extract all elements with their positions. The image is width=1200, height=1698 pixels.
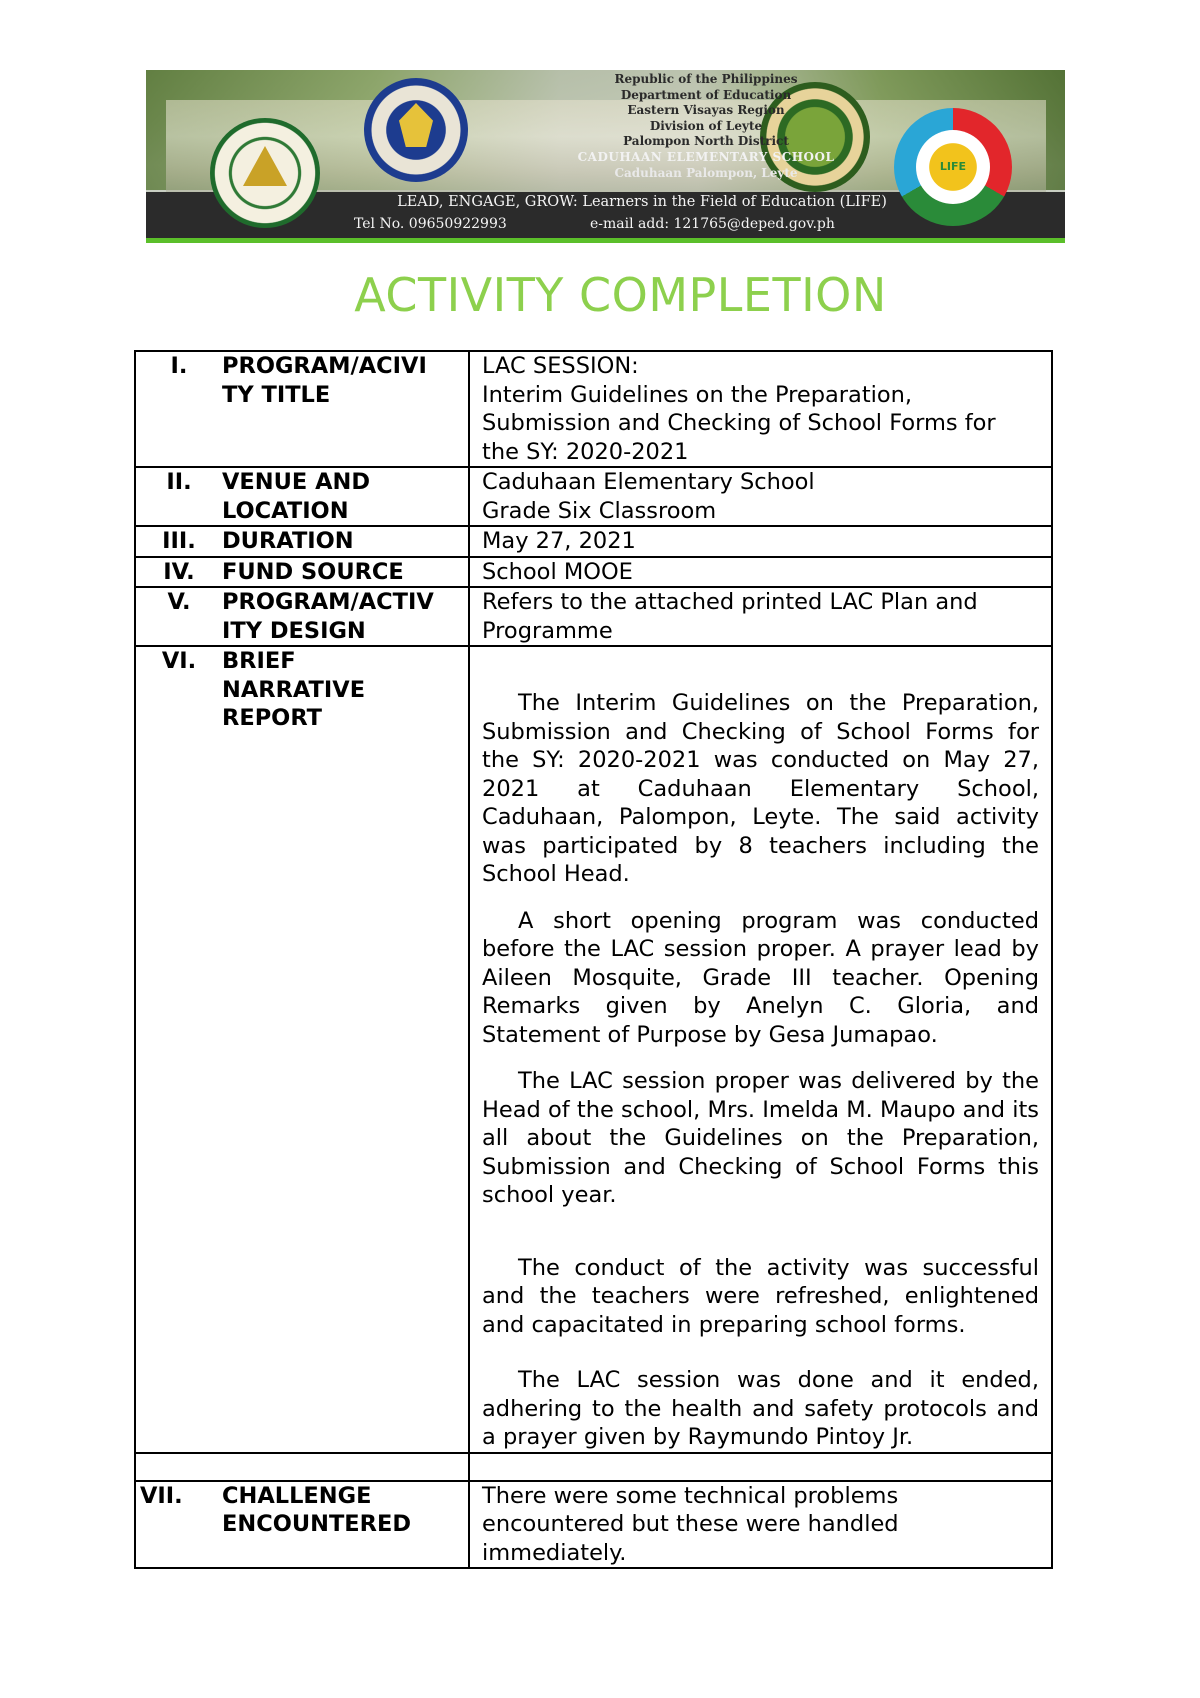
row-number: V. [167, 589, 191, 615]
row-label: DURATION [222, 528, 354, 554]
banner-green-line [146, 238, 1065, 243]
row-value-cell [469, 526, 1052, 557]
row-label: REPORT [222, 705, 322, 731]
row-label-cell [135, 351, 469, 467]
row-value: Grade Six Classroom [482, 497, 717, 524]
banner-tel: Tel No. 09650922993 [354, 216, 507, 232]
row-label-cell [135, 526, 469, 557]
table-row [135, 351, 1052, 467]
division-of-leyte-seal-icon [210, 118, 320, 228]
row-label: BRIEF [222, 648, 296, 674]
row-label: FUND SOURCE [222, 558, 404, 585]
life-logo-text: LIFE [939, 160, 967, 173]
row-label: ENCOUNTERED [222, 1511, 412, 1537]
table-row-empty [135, 1453, 1052, 1481]
table-row [135, 587, 1052, 646]
row-value: immediately. [482, 1539, 627, 1566]
row-value: Programme [482, 617, 613, 644]
row-value: Refers to the attached printed LAC Plan and [482, 589, 978, 615]
row-label: LOCATION [222, 497, 349, 524]
header-banner [146, 70, 1065, 243]
narrative-paragraph: A short opening program was conducted before the LAC session proper. A prayer lead by Aileen Mosquite, Grade III teacher. Opening Remarks given by Anelyn C. Gloria, and Statement of Purpose by Gesa Jumapao. [482, 907, 1039, 1048]
narrative-paragraph: The Interim Guidelines on the Preparation, Submission and Checking of School Forms for the SY: 2020-2021 was conducted on May 27, 2021 at Caduhaan Elementary School, Caduhaan, Palompon, Leyte. The said activity was participated by 8 teachers including the School Head. [482, 690, 1039, 887]
banner-heading [416, 72, 996, 181]
narrative-report-cell [469, 646, 1052, 1453]
row-number: II. [166, 469, 192, 495]
page-title: ACTIVITY COMPLETION [354, 268, 887, 322]
row-value-cell [469, 351, 1052, 467]
banner-line: Eastern Visayas Region [627, 103, 785, 118]
table-row [135, 467, 1052, 526]
banner-location: Caduhaan Palompon, Leyte [614, 165, 798, 180]
banner-line: Republic of the Philippines [614, 72, 798, 86]
row-value: Interim Guidelines on the Preparation, [482, 381, 913, 408]
row-label-cell [135, 587, 469, 646]
row-label-cell [135, 467, 469, 526]
row-number: I. [170, 353, 188, 379]
row-value: There were some technical problems [482, 1482, 899, 1509]
empty-cell [469, 1453, 1052, 1481]
row-number: IV. [163, 558, 195, 585]
banner-motto: LEAD, ENGAGE, GROW: Learners in the Field of Education (LIFE) [397, 194, 887, 210]
row-label: ITY DESIGN [222, 617, 366, 644]
row-label: VENUE AND [222, 469, 371, 495]
activity-report-table [134, 350, 1053, 1569]
row-label: PROGRAM/ACTIV [222, 589, 434, 615]
row-value: LAC SESSION: [482, 353, 639, 379]
narrative-paragraph: The LAC session was done and it ended, adhering to the health and safety protocols and a prayer given by Raymundo Pintoy Jr. [482, 1367, 1039, 1450]
empty-cell [135, 1453, 469, 1481]
table-row [135, 526, 1052, 557]
row-value-cell [469, 557, 1052, 588]
row-value: May 27, 2021 [482, 528, 636, 554]
row-number: VII. [140, 1482, 183, 1509]
banner-email: e-mail add: 121765@deped.gov.ph [590, 216, 835, 232]
row-value-cell [469, 587, 1052, 646]
row-value: Caduhaan Elementary School [482, 469, 815, 495]
banner-line: Palompon North District [623, 134, 789, 149]
table-row [135, 1481, 1052, 1569]
banner-school-name: CADUHAAN ELEMENTARY SCHOOL [577, 149, 835, 164]
row-label-cell [135, 1481, 469, 1569]
row-value: School MOOE [482, 558, 633, 585]
narrative-paragraph: The conduct of the activity was successful and the teachers were refreshed, enlightened and capacitated in preparing school forms. [482, 1254, 1039, 1338]
row-number: III. [162, 528, 196, 554]
row-value-cell [469, 467, 1052, 526]
row-number: VI. [161, 648, 197, 674]
row-label-cell [135, 646, 469, 1453]
row-value-cell [469, 1481, 1052, 1569]
narrative-paragraph: The LAC session proper was delivered by the Head of the school, Mrs. Imelda M. Maupo and its all about the Guidelines on the Preparation, Submission and Checking of School Forms this school year. [482, 1068, 1039, 1208]
row-label: CHALLENGE [222, 1482, 372, 1509]
row-label: PROGRAM/ACIVI [222, 353, 427, 379]
row-label: NARRATIVE [222, 676, 366, 703]
row-label-cell [135, 557, 469, 588]
row-value: Submission and Checking of School Forms for [482, 410, 996, 436]
table-row [135, 646, 1052, 1453]
banner-line: Department of Education [620, 87, 792, 102]
row-value: the SY: 2020-2021 [482, 438, 689, 465]
banner-line: Division of Leyte [649, 118, 763, 133]
table-row [135, 557, 1052, 588]
row-value: encountered but these were handled [482, 1511, 899, 1537]
row-label: TY TITLE [222, 381, 331, 408]
